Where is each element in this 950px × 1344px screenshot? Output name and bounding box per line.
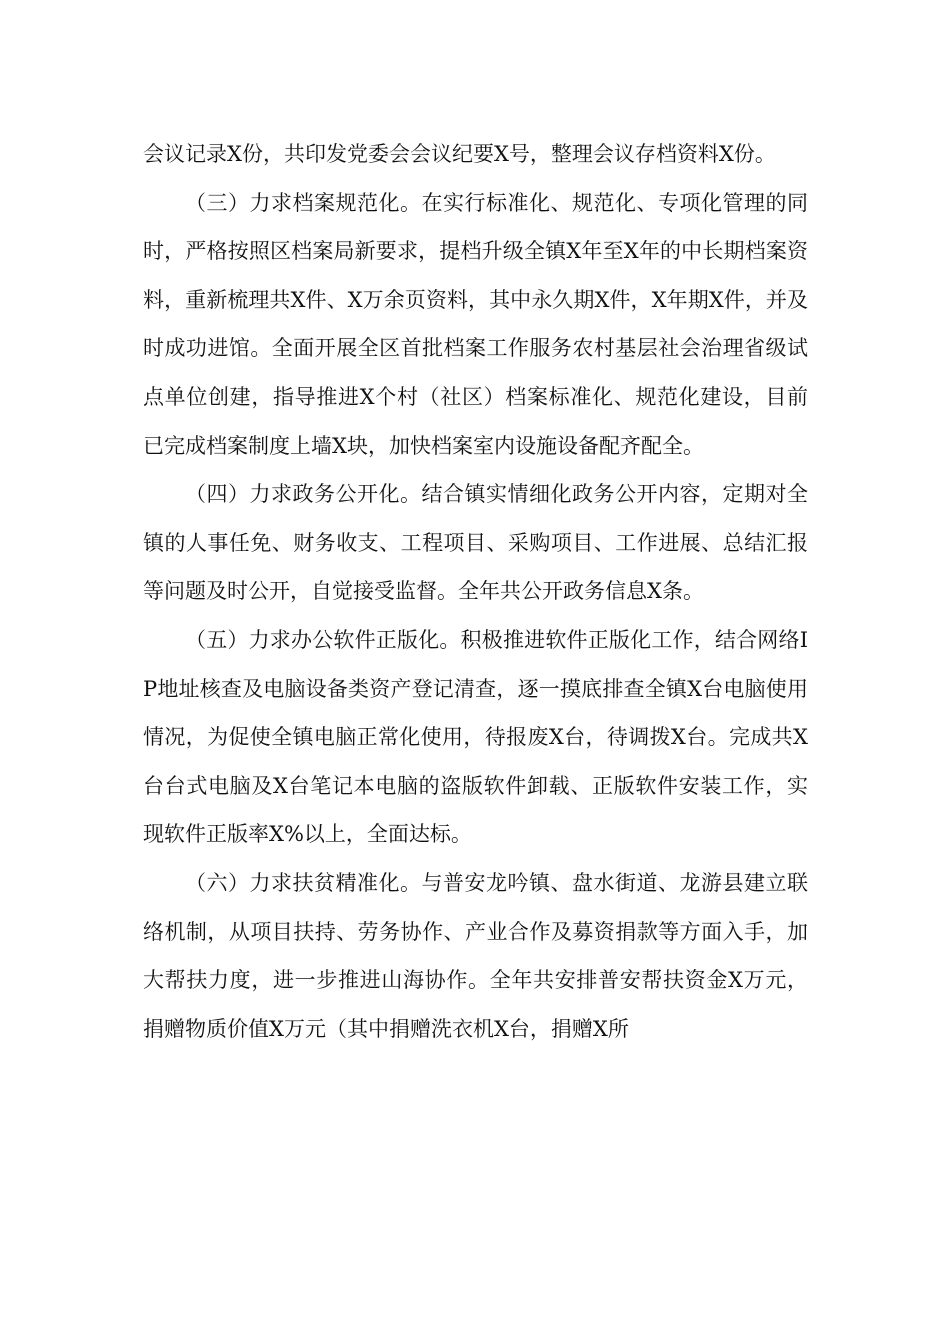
paragraph-government-affairs: （四）力求政务公开化。结合镇实情细化政务公开内容，定期对全镇的人事任免、财务收支、工程项目、采购项目、工作进展、总结汇报等问题及时公开，自觉接受监督。全年共公开政务信息X条。 — [143, 482, 808, 604]
paragraph-archives: （三）力求档案规范化。在实行标准化、规范化、专项化管理的同时，严格按照区档案局新要求，提档升级全镇X年至X年的中长期档案资料，重新梳理共X件、X万余页资料，其中永久期X件，X年期X件，并及时成功进馆。全面开展全区首批档案工作服务农村基层社会治理省级试点单位创建，指导推进X个村（社区）档案标准化、规范化建设，目前已完成档案制度上墙X块，加快档案室内设施设备配齐配全。 — [143, 190, 808, 458]
paragraph-software-licensing: （五）力求办公软件正版化。积极推进软件正版化工作，结合网络IP地址核查及电脑设备类资产登记清查，逐一摸底排查全镇X台电脑使用情况，为促使全镇电脑正常化使用，待报废X台，待调拨X台。完成共X台台式电脑及X台笔记本电脑的盗版软件卸载、正版软件安装工作，实现软件正版率X%以上，全面达标。 — [143, 627, 808, 847]
paragraph-continuation: 会议记录X份，共印发党委会会议纪要X号，整理会议存档资料X份。 — [143, 142, 776, 166]
document-body — [143, 130, 808, 1053]
paragraph-poverty-alleviation: （六）力求扶贫精准化。与普安龙吟镇、盘水街道、龙游县建立联络机制，从项目扶持、劳务协作、产业合作及募资捐款等方面入手，加大帮扶力度，进一步推进山海协作。全年共安排普安帮扶资金X万元，捐赠物质价值X万元（其中捐赠洗衣机X台，捐赠X所 — [143, 870, 808, 1041]
